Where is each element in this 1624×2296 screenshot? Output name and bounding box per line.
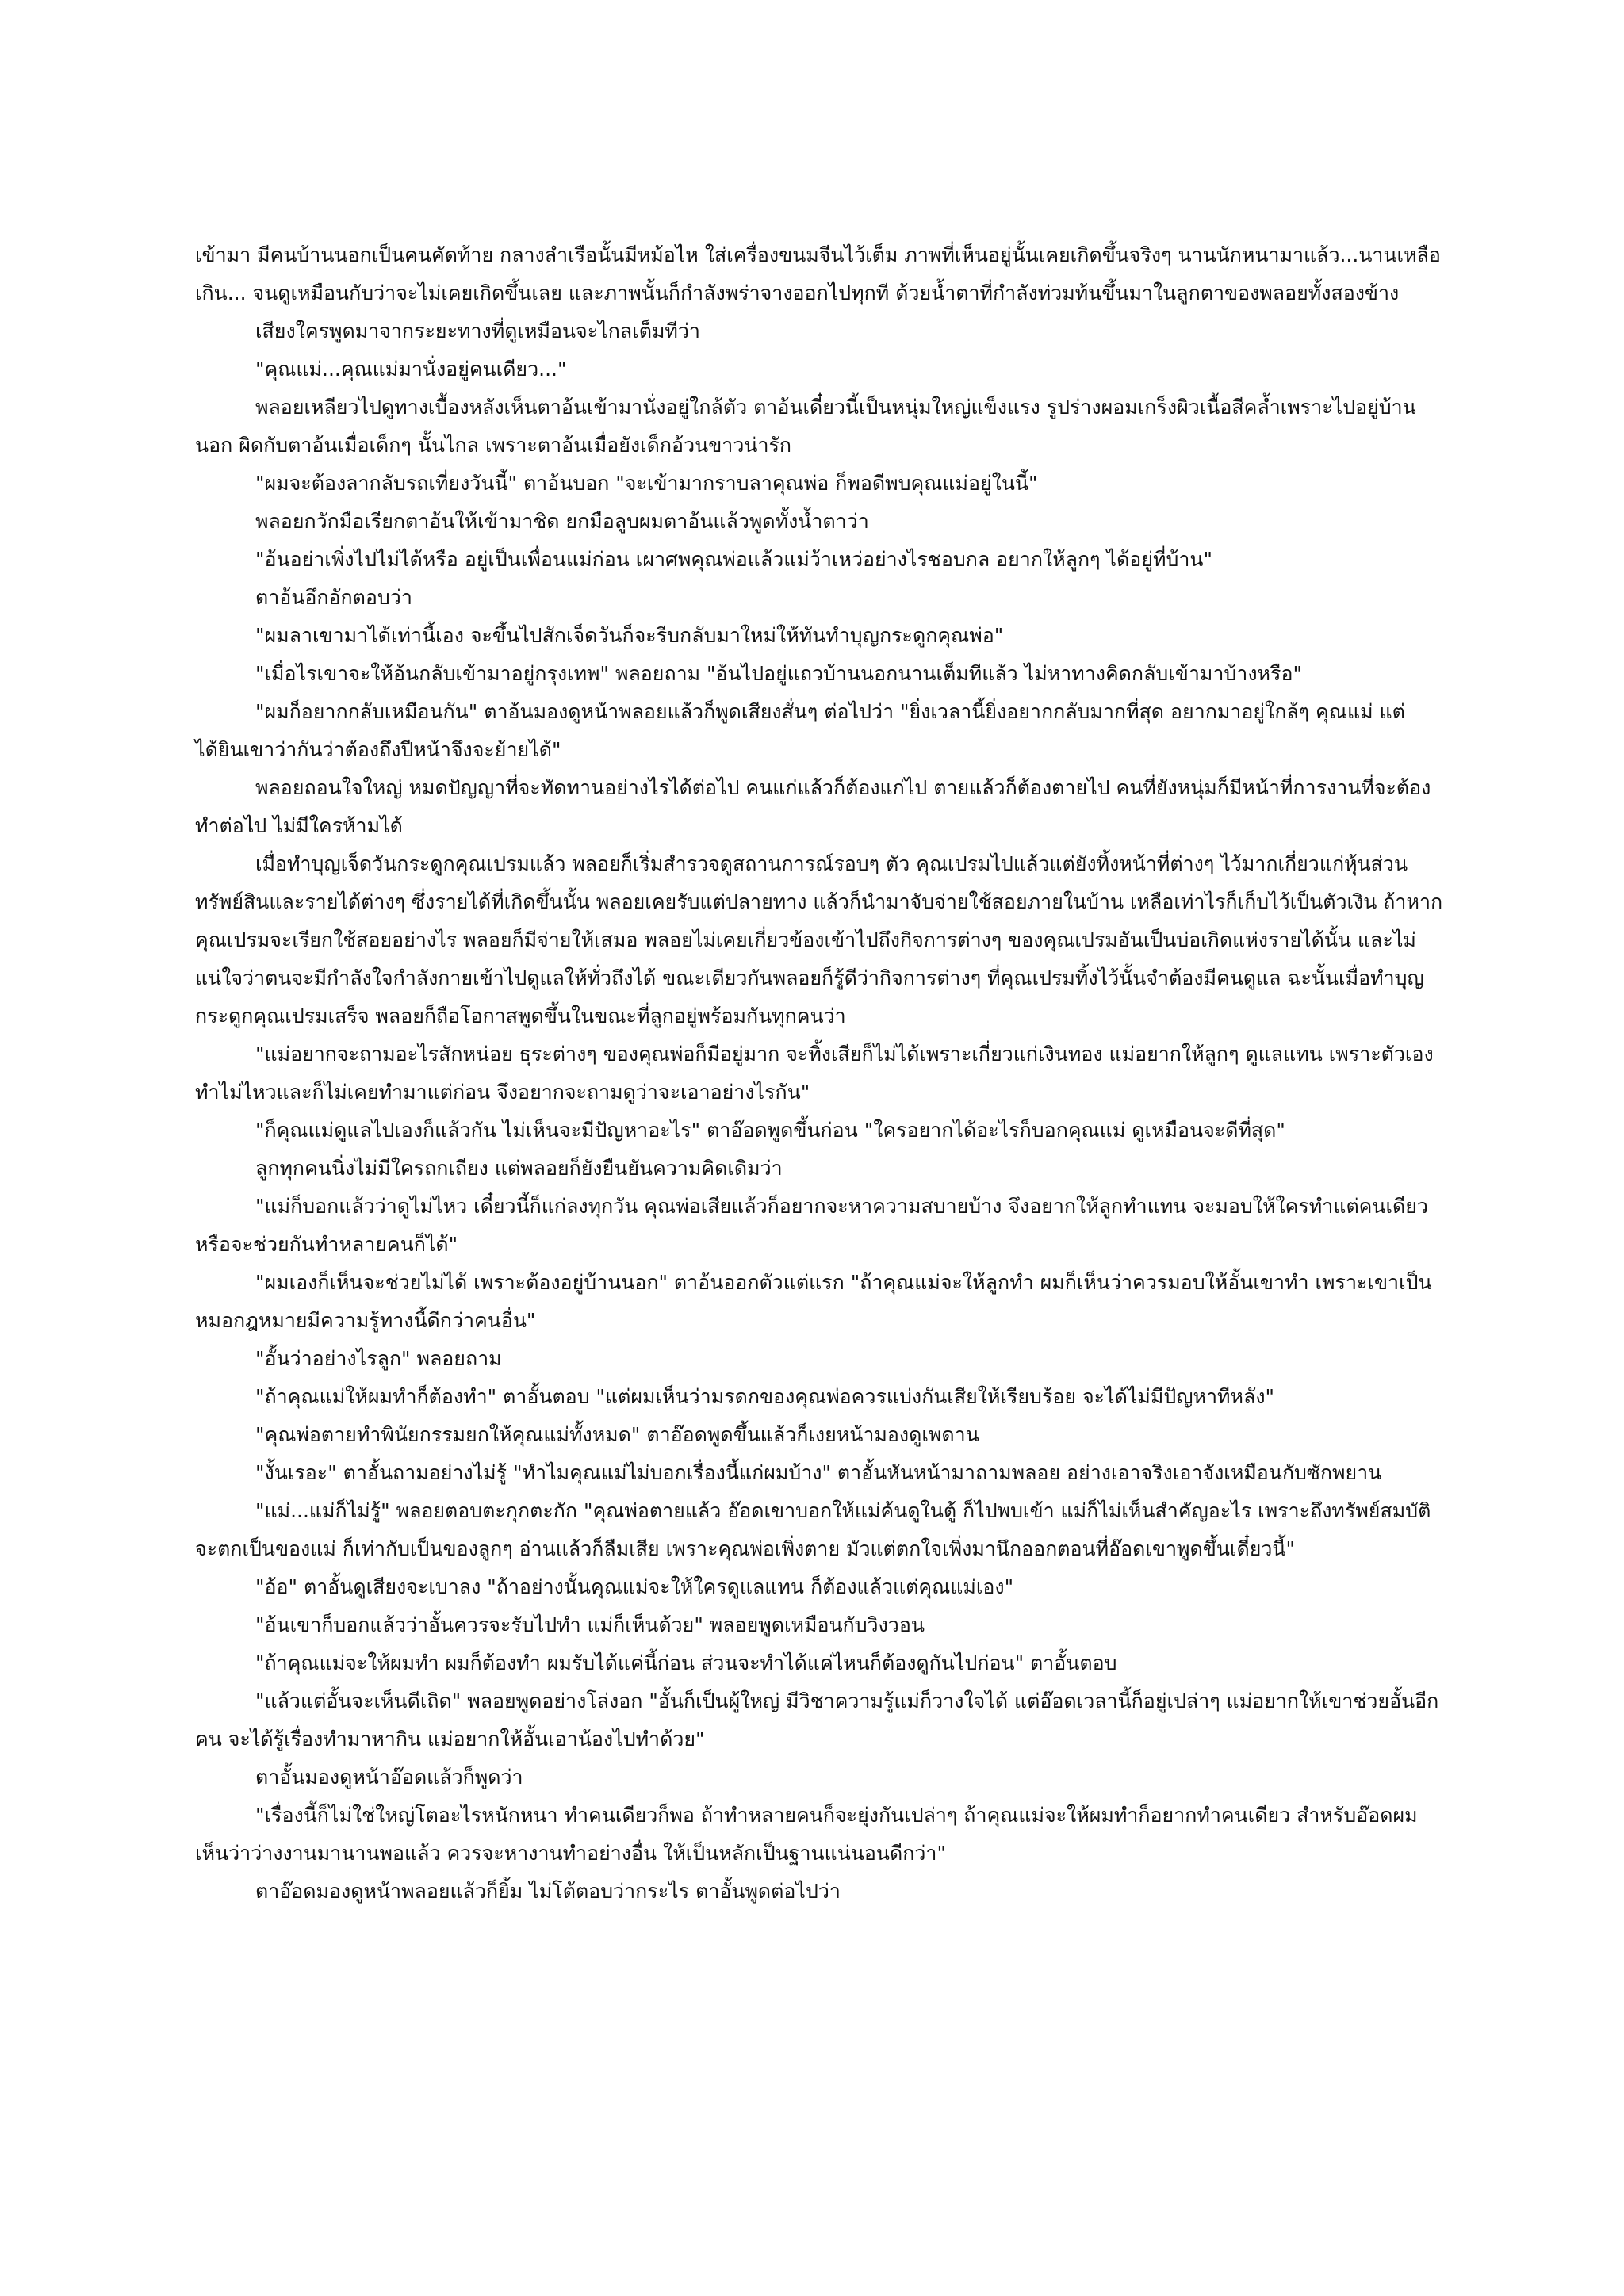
body-text (195, 236, 1448, 1911)
paragraph: "อ้นอย่าเพิ่งไปไม่ได้หรือ อยู่เป็นเพื่อนแม่ก่อน เผาศพคุณพ่อแล้วแม่ว้าเหว่อย่างไรชอบกล อยากให้ลูกๆ ได้อยู่ที่บ้าน" (255, 548, 1212, 571)
paragraph: "อ้อ" ตาอั้นดูเสียงจะเบาลง "ถ้าอย่างนั้นคุณแม่จะให้ใครดูแลแทน ก็ต้องแล้วแต่คุณแม่เอง" (255, 1575, 1014, 1598)
paragraph: "ถ้าคุณแม่ให้ผมทำก็ต้องทำ" ตาอั้นตอบ "แต่ผมเห็นว่ามรดกของคุณพ่อควรแบ่งกันเสียให้เรียบร้อย จะได้ไม่มีปัญหาทีหลัง" (255, 1385, 1275, 1408)
paragraph: "อั้นว่าอย่างไรลูก" พลอยถาม (255, 1347, 502, 1370)
paragraph: ตาอั้นมองดูหน้าอ๊อดแล้วก็พูดว่า (255, 1766, 523, 1789)
paragraph: "ผมลาเขามาได้เท่านี้เอง จะขึ้นไปสักเจ็ดวันก็จะรีบกลับมาใหม่ให้ทันทำบุญกระดูกคุณพ่อ" (255, 624, 1004, 647)
paragraph: "งั้นเรอะ" ตาอั้นถามอย่างไม่รู้ "ทำไมคุณแม่ไม่บอกเรื่องนี้แก่ผมบ้าง" ตาอั้นหันหน้ามาถามพลอย อย่างเอาจริงเอาจังเหมือนกับซักพยาน (255, 1461, 1382, 1484)
paragraph: พลอยกวักมือเรียกตาอ้นให้เข้ามาชิด ยกมือลูบผมตาอ้นแล้วพูดทั้งน้ำตาว่า (255, 510, 869, 533)
paragraph: "แม่อยากจะถามอะไรสักหน่อย ธุระต่างๆ ของคุณพ่อก็มีอยู่มาก จะทิ้งเสียก็ไม่ได้เพราะเกี่ยวแก่เงินทอง แม่อยากให้ลูกๆ ดูแลแทน เพราะตัวเองทำไม่ไหวและก็ไม่เคยทำมาแต่ก่อน จึงอยากจะถามดูว่าจะเอาอย่างไรกัน" (195, 1043, 1434, 1104)
paragraph: เข้ามา มีคนบ้านนอกเป็นคนคัดท้าย กลางลำเรือนั้นมีหม้อไห ใส่เครื่องขนมจีนไว้เต็ม ภาพที่เห็นอยู่นั้นเคยเกิดขึ้นจริงๆ นานนักหนามาแล้ว...นานเหลือเกิน... จนดูเหมือนกับว่าจะไม่เคยเกิดขึ้นเลย และภาพนั้นก็กำลังพร่าจางออกไปทุกที ด้วยน้ำตาที่กำลังท่วมท้นขึ้นมาในลูกตาของพลอยทั้งสองข้าง (195, 243, 1441, 304)
paragraph: เสียงใครพูดมาจากระยะทางที่ดูเหมือนจะไกลเต็มทีว่า (255, 320, 700, 342)
paragraph: "เมื่อไรเขาจะให้อ้นกลับเข้ามาอยู่กรุงเทพ" พลอยถาม "อ้นไปอยู่แถวบ้านนอกนานเต็มทีแล้ว ไม่หาทางคิดกลับเข้ามาบ้างหรือ" (255, 662, 1302, 685)
paragraph: "แม่...แม่ก็ไม่รู้" พลอยตอบตะกุกตะกัก "คุณพ่อตายแล้ว อ๊อดเขาบอกให้แม่ค้นดูในตู้ ก็ไปพบเข้า แม่ก็ไม่เห็นสำคัญอะไร เพราะถึงทรัพย์สมบัติจะตกเป็นของแม่ ก็เท่ากับเป็นของลูกๆ อ่านแล้วก็ลืมเสีย เพราะคุณพ่อเพิ่งตาย มัวแต่ตกใจเพิ่งมานึกออกตอนที่อ๊อดเขาพูดขึ้นเดี๋ยวนี้" (195, 1499, 1431, 1560)
paragraph: พลอยถอนใจใหญ่ หมดปัญญาที่จะทัดทานอย่างไรได้ต่อไป คนแก่แล้วก็ต้องแก่ไป ตายแล้วก็ต้องตายไป คนที่ยังหนุ่มก็มีหน้าที่การงานที่จะต้องทำต่อไป ไม่มีใครห้ามได้ (195, 776, 1431, 837)
paragraph: "ผมจะต้องลากลับรถเที่ยงวันนี้" ตาอ้นบอก "จะเข้ามากราบลาคุณพ่อ ก็พอดีพบคุณแม่อยู่ในนี้" (255, 472, 1038, 495)
paragraph: ลูกทุกคนนิ่งไม่มีใครถกเถียง แต่พลอยก็ยังยืนยันความคิดเดิมว่า (255, 1157, 783, 1180)
paragraph: "เรื่องนี้ก็ไม่ใช่ใหญ่โตอะไรหนักหนา ทำคนเดียวก็พอ ถ้าทำหลายคนก็จะยุ่งกันเปล่าๆ ถ้าคุณแม่จะให้ผมทำก็อยากทำคนเดียว สำหรับอ๊อดผมเห็นว่าว่างงานมานานพอแล้ว ควรจะหางานทำอย่างอื่น ให้เป็นหลักเป็นฐานแน่นอนดีกว่า" (195, 1804, 1418, 1865)
paragraph: "คุณพ่อตายทำพินัยกรรมยกให้คุณแม่ทั้งหมด" ตาอ๊อดพูดขึ้นแล้วก็เงยหน้ามองดูเพดาน (255, 1423, 979, 1446)
paragraph: ตาอ๊อดมองดูหน้าพลอยแล้วก็ยิ้ม ไม่โต้ตอบว่ากระไร ตาอั้นพูดต่อไปว่า (255, 1880, 841, 1903)
paragraph: "ก็คุณแม่ดูแลไปเองก็แล้วกัน ไม่เห็นจะมีปัญหาอะไร" ตาอ๊อดพูดขึ้นก่อน "ใครอยากได้อะไรก็บอกคุณแม่ ดูเหมือนจะดีที่สุด" (255, 1119, 1285, 1142)
paragraph: เมื่อทำบุญเจ็ดวันกระดูกคุณเปรมแล้ว พลอยก็เริ่มสำรวจดูสถานการณ์รอบๆ ตัว คุณเปรมไปแล้วแต่ยังทิ้งหน้าที่ต่างๆ ไว้มากเกี่ยวแก่หุ้นส่วนทรัพย์สินและรายได้ต่างๆ ซึ่งรายได้ที่เกิดขึ้นนั้น พลอยเคยรับแต่ปลายทาง แล้วก็นำมาจับจ่ายใช้สอยภายในบ้าน เหลือเท่าไรก็เก็บไว้เป็นตัวเงิน ถ้าหากคุณเปรมจะเรียกใช้สอยอย่างไร พลอยก็มีจ่ายให้เสมอ พลอยไม่เคยเกี่ยวข้องเข้าไปถึงกิจการต่างๆ ของคุณเปรมอันเป็นบ่อเกิดแห่งรายได้นั้น และไม่แน่ใจว่าตนจะมีกำลังใจกำลังกายเข้าไปดูแลให้ทั่วถึงได้ ขณะเดียวกันพลอยก็รู้ดีว่ากิจการต่างๆ ที่คุณเปรมทิ้งไว้นั้นจำต้องมีคนดูแล ฉะนั้นเมื่อทำบุญกระดูกคุณเปรมเสร็จ พลอยก็ถือโอกาสพูดขึ้นในขณะที่ลูกอยู่พร้อมกันทุกคนว่า (195, 852, 1443, 1027)
paragraph: "ผมเองก็เห็นจะช่วยไม่ได้ เพราะต้องอยู่บ้านนอก" ตาอ้นออกตัวแต่แรก "ถ้าคุณแม่จะให้ลูกทำ ผมก็เห็นว่าควรมอบให้อั้นเขาทำ เพราะเขาเป็นหมอกฎหมายมีความรู้ทางนี้ดีกว่าคนอื่น" (195, 1271, 1432, 1332)
paragraph: "แม่ก็บอกแล้วว่าดูไม่ไหว เดี๋ยวนี้ก็แก่ลงทุกวัน คุณพ่อเสียแล้วก็อยากจะหาความสบายบ้าง จึงอยากให้ลูกทำแทน จะมอบให้ใครทำแต่คนเดียวหรือจะช่วยกันทำหลายคนก็ได้" (195, 1195, 1428, 1256)
paragraph: พลอยเหลียวไปดูทางเบื้องหลังเห็นตาอ้นเข้ามานั่งอยู่ใกล้ตัว ตาอ้นเดี๋ยวนี้เป็นหนุ่มใหญ่แข็งแรง รูปร่างผอมเกร็งผิวเนื้อสีคล้ำเพราะไปอยู่บ้านนอก ผิดกับตาอ้นเมื่อเด็กๆ นั้นไกล เพราะตาอ้นเมื่อยังเด็กอ้วนขาวน่ารัก (195, 396, 1416, 457)
paragraph: "คุณแม่...คุณแม่มานั่งอยู่คนเดียว..." (255, 358, 567, 381)
paragraph: ตาอ้นอึกอักตอบว่า (255, 586, 412, 609)
paragraph: "ผมก็อยากกลับเหมือนกัน" ตาอ้นมองดูหน้าพลอยแล้วก็พูดเสียงสั่นๆ ต่อไปว่า "ยิ่งเวลานี้ยิ่งอยากกลับมากที่สุด อยากมาอยู่ใกล้ๆ คุณแม่ แต่ได้ยินเขาว่ากันว่าต้องถึงปีหน้าจึงจะย้ายได้" (195, 700, 1405, 761)
paragraph: "แล้วแต่อั้นจะเห็นดีเถิด" พลอยพูดอย่างโล่งอก "อั้นก็เป็นผู้ใหญ่ มีวิชาความรู้แม่ก็วางใจได้ แต่อ๊อดเวลานี้ก็อยู่เปล่าๆ แม่อยากให้เขาช่วยอั้นอีกคน จะได้รู้เรื่องทำมาหากิน แม่อยากให้อั้นเอาน้องไปทำด้วย" (195, 1689, 1439, 1751)
paragraph: "ถ้าคุณแม่จะให้ผมทำ ผมก็ต้องทำ ผมรับได้แค่นี้ก่อน ส่วนจะทำได้แค่ไหนก็ต้องดูกันไปก่อน" ตาอั้นตอบ (255, 1651, 1117, 1674)
paragraph: "อ้นเขาก็บอกแล้วว่าอั้นควรจะรับไปทำ แม่ก็เห็นด้วย" พลอยพูดเหมือนกับวิงวอน (255, 1613, 925, 1636)
